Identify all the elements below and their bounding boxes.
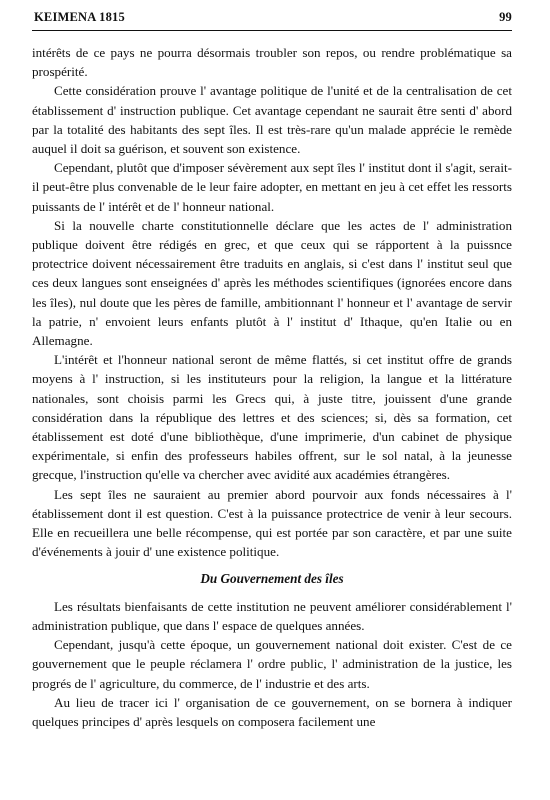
header-rule bbox=[32, 30, 512, 31]
paragraph: Si la nouvelle charte constitutionnelle déclare que les actes de l' administration publique doivent être rédigés en grec, et que ceux qui se rápportent à la puissnce protectrice doivent nécessairement être traduits en anglais, si c'est dans l' institut seul que ces deux langues sont enseignées d' après les méthodes scientifiques (ignorées encore dans les îles), nul doute que les pères de famille, ambitionnant l' honneur et l' avantage de servir la patrie, n' envoient leurs enfants plutôt à l' institut d' Ithaque, qu'en Italie ou en Allemagne. bbox=[32, 217, 512, 349]
paragraph: Les sept îles ne sauraient au premier abord pourvoir aux fonds nécessaires à l' établissement dont il est question. C'est à la puissance protectrice de venir à leur secours. Elle en recueillera une belle récompense, qui est portée par son caractère, et par une suite d'événements à jouir d' une existence politique. bbox=[32, 486, 512, 560]
paragraph: Les résultats bienfaisants de cette institution ne peuvent améliorer considérablement l' administration publique, que dans l' espace de quelques années. bbox=[32, 598, 512, 633]
paragraph-continuation: intérêts de ce pays ne pourra désormais troubler son repos, ou rendre problématique sa prospérité. bbox=[32, 45, 512, 80]
body-text bbox=[32, 43, 512, 731]
page-number: 99 bbox=[499, 10, 512, 24]
paragraph: Cependant, jusqu'à cette époque, un gouvernement national doit exister. C'est de ce gouvernement que le peuple réclamera l' ordre public, l' administration de la justice, les progrés de l' agriculture, du commerce, de l' industrie et des arts. bbox=[32, 637, 512, 691]
paragraph: Cependant, plutôt que d'imposer sévèrement aux sept îles l' institut dont il s'agit, serait-il peut-être plus convenable de le leur faire adopter, en mettant en jeu à cet effet les ressorts puissants de l' intérêt et de l' honneur national. bbox=[32, 160, 512, 214]
paragraph: L'intérêt et l'honneur national seront de même flattés, si cet institut offre de grands moyens à l' instruction, si les instituteurs pour la religion, la langue et la littérature nationales, sont choisis parmi les Grecs qui, à juste titre, jouissent d'une grande considération dans la république des lettres et des sciences; si, dès sa formation, cet établissement est doté d'une bibliothèque, d'une imprimerie, d'un cabinet de physique expérimentale, si enfin des professeurs habiles offrent, sur le sol natal, à la jeunesse grecque, l'instruction qu'elle va chercher avec avidité aux académies étrangères. bbox=[32, 352, 512, 483]
paragraph: Au lieu de tracer ici l' organisation de ce gouvernement, on se bornera à indiquer quelques principes d' après lesquels on composera facilement une bbox=[32, 694, 512, 729]
running-head bbox=[32, 10, 512, 30]
paragraph: Cette considération prouve l' avantage politique de l'unité et de la centralisation de cet établissement d' instruction publique. Cet avantage cependant ne saurait être senti d' abord par la totalité des habitants des sept îles. Il est très-rare qu'un malade apprécie le remède auquel il doit sa guérison, et souvent son existence. bbox=[32, 83, 512, 157]
section-heading: Du Gouvernement des îles bbox=[200, 571, 344, 587]
running-head-title: KEIMENA 1815 bbox=[34, 10, 125, 24]
